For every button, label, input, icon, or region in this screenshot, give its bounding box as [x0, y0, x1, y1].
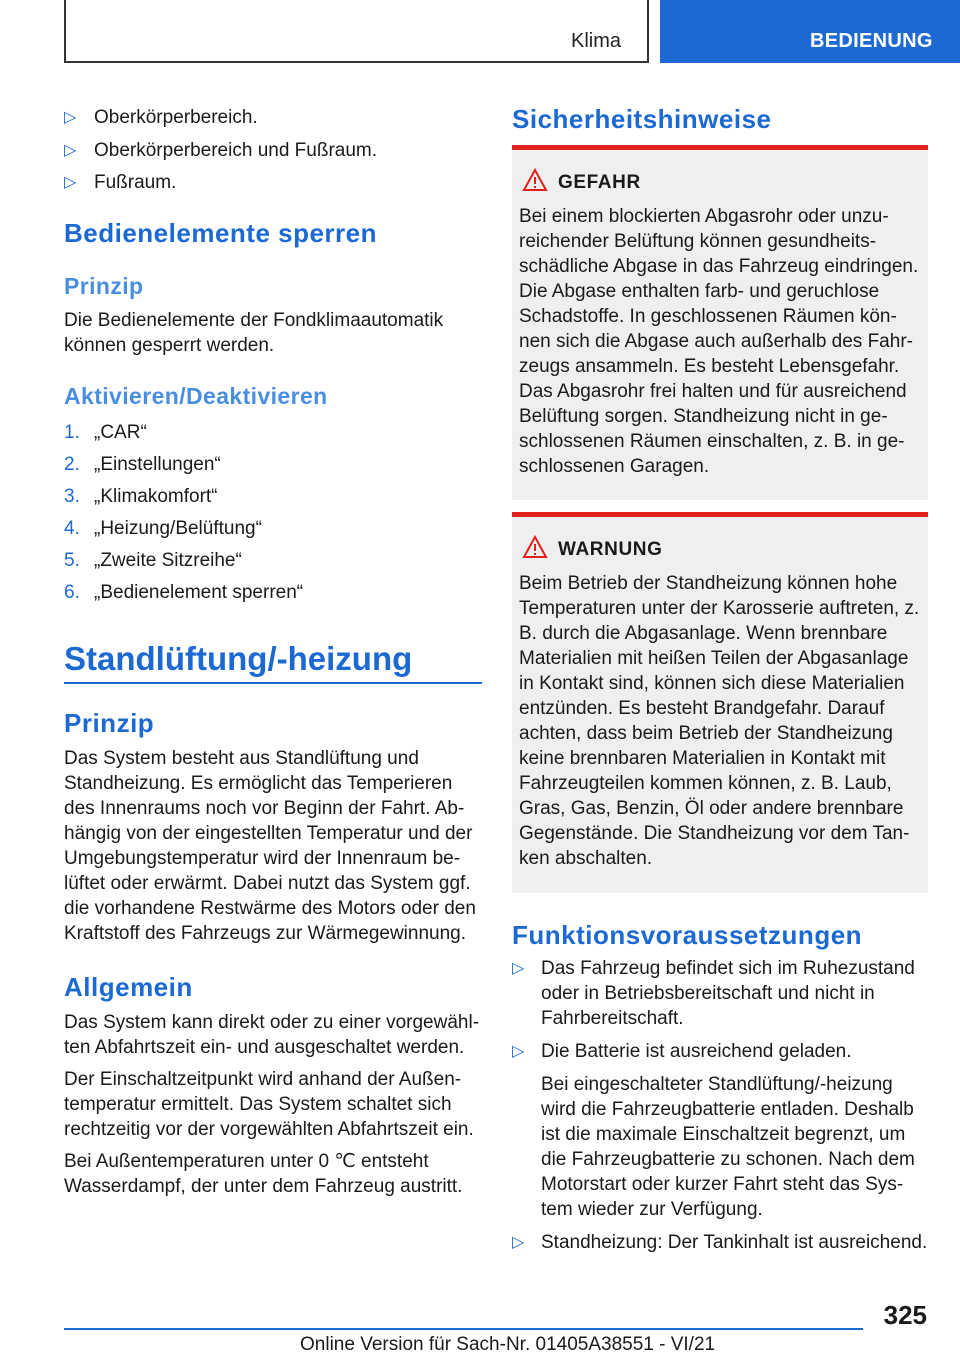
warning-triangle-icon: [522, 168, 548, 192]
heading-activate: Aktivieren/Deaktivieren: [64, 383, 328, 409]
heading-safety: Sicherheitshinweise: [512, 104, 772, 134]
danger-title: GEFAHR: [558, 172, 641, 193]
principle-text: Das System besteht aus Standlüftung und Standheizung. Es ermöglicht das Temperieren des Innenraums noch vor Beginn der Fahrt. Abhängig von der eingestellten Temperatur und der Umgebungstemperatur wird der Innenraum belüftet oder erwärmt. Dabei nutzt das System ggf. die vorhandene Restwärme des Motors oder den Kraftstoff des Fahrzeugs zur Wärmegewinnung.: [64, 748, 476, 944]
list-item: ▷ Standheizung: Der Tankinhalt ist ausreichend.: [512, 1232, 928, 1253]
warning-triangle-icon: [522, 535, 548, 559]
section-tab[interactable]: [660, 0, 960, 63]
list-item: ▷ Das Fahrzeug befindet sich im Ruhezustand oder in Betriebsbereitschaft und nicht in Fahrbereitschaft.: [512, 958, 915, 1029]
list-item-detail: Bei eingeschalteter Standlüftung/-heizung wird die Fahrzeugbatterie entladen. Deshalb ist die maximale Einschaltzeit begrenzt, um die Fahrzeugbatterie zu schonen. Nach dem Motorstart oder kurzer Fahrt steht das System wieder zur Verfügung.: [541, 1074, 915, 1220]
heading-general: Allgemein: [64, 972, 193, 1002]
page-header: [0, 0, 960, 66]
footer-online-version: Online Version für Sach-Nr. 01405A38551 - VI/21: [300, 1334, 716, 1355]
bullet-triangle-icon: ▷: [512, 1234, 525, 1251]
footer-rule: [64, 1328, 863, 1330]
chapter-box: [64, 0, 649, 63]
heading-principle-lock: Prinzip: [64, 273, 144, 299]
list-item: ▷ Fußraum.: [64, 172, 177, 193]
bullet-triangle-icon: ▷: [64, 142, 77, 159]
danger-text: Bei einem blockierten Abgasrohr oder unzureichender Belüftung können gesundheitsschädliche Abgase in das Fahrzeug eindringen. Die Abgase enthalten farb- und geruchlose Schadstoffe. In geschlossenen Räumen können sich die Abgase auch außerhalb des Fahrzeugs ansammeln. Es besteht Lebensgefahr. Das Abgasrohr frei halten und für ausreichend Belüftung sorgen. Standheizung nicht in geschlossenen Räumen einschalten, z. B. in geschlossenen Garagen.: [519, 206, 919, 477]
general-paragraph: Bei Außentemperaturen unter 0 ℃ entsteht Wasserdampf, der unter dem Fahrzeug austritt.: [64, 1151, 463, 1197]
list-item: ▷ Die Batterie ist ausreichend geladen.: [512, 1041, 852, 1062]
heading-lock-controls: Bedienelemente sperren: [64, 218, 378, 248]
warning-title: WARNUNG: [558, 539, 663, 560]
warning-text: Beim Betrieb der Standheizung können hohe Temperaturen unter der Karosserie auftreten, z. B. durch die Abgasanlage. Wenn brennbare Materialien mit heißen Teilen der Abgasanlage in Kontakt sind, können sich diese Materialien entzünden. Es besteht Brandgefahr. Darauf achten, dass beim Betrieb der Standheizung keine brennbaren Materialien in Kontakt mit Fahrzeugteilen kommen können, z. B. Laub, Gras, Gas, Benzin, Öl oder andere brennbare Gegenstände. Die Standheizung vor dem Tanken abschalten.: [519, 573, 920, 869]
heading-principle: Prinzip: [64, 708, 155, 738]
chapter-title: Klima: [570, 30, 621, 52]
bullet-triangle-icon: ▷: [512, 960, 525, 977]
heading-rule: [64, 682, 482, 684]
list-item: ▷ Oberkörperbereich und Fußraum.: [64, 140, 378, 161]
bullet-triangle-icon: ▷: [64, 174, 77, 191]
warning-box: [512, 512, 928, 893]
lock-principle-text: Die Bedienelemente der Fondklimaautomatik können gesperrt werden.: [64, 310, 444, 356]
bullet-triangle-icon: ▷: [512, 1043, 525, 1060]
danger-box: [512, 145, 928, 500]
bullet-triangle-icon: ▷: [64, 109, 77, 126]
section-tab-label: BEDIENUNG: [810, 30, 933, 52]
list-item: ▷ Oberkörperbereich.: [64, 107, 258, 128]
main-heading: Standlüftung/-heizung: [64, 640, 413, 677]
page-number: 325: [883, 1300, 927, 1330]
general-paragraph: Das System kann direkt oder zu einer vorgewählten Abfahrtszeit ein- und ausgeschaltet werden.: [64, 1012, 480, 1058]
general-paragraph: Der Einschaltzeitpunkt wird anhand der Außentemperatur ermittelt. Das System schaltet sich rechtzeitig vor der vorgewählten Abfahrtszeit ein.: [64, 1069, 474, 1140]
heading-requirements: Funktionsvoraussetzungen: [512, 920, 863, 950]
